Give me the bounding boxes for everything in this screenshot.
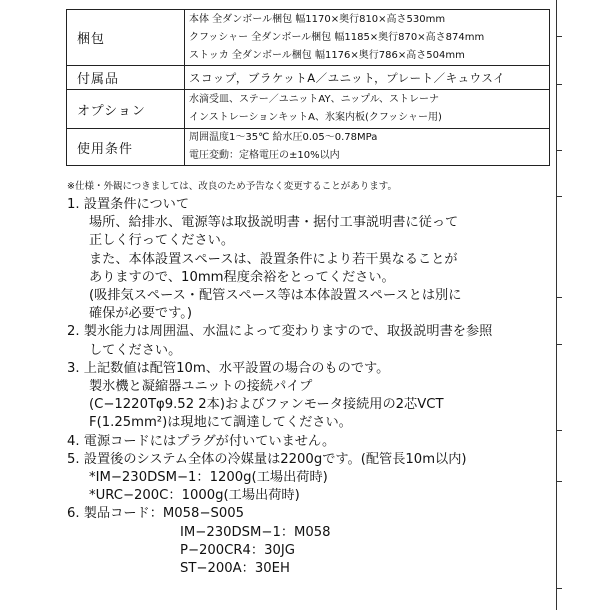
options-row	[67, 90, 550, 129]
edge-tick	[556, 430, 562, 431]
note-3-line: (C−1220Tφ9.52 2本)およびファンモータ接続用の2芯VCT	[89, 397, 444, 413]
note-1-line: また、本体設置スペースは、設置条件により若干異なることが	[89, 251, 458, 267]
packing-row	[67, 10, 550, 66]
conditions-row	[67, 129, 550, 166]
note-3-line: 製氷機と凝縮器ユニットの接続パイプ	[89, 379, 313, 395]
note-5-line: *IM−230DSM−1：1200g(工場出荷時)	[89, 470, 328, 486]
conditions-label: 使用条件	[67, 129, 185, 166]
options-label: オプション	[67, 90, 185, 129]
note-1-title: 1. 設置条件について	[67, 197, 190, 212]
packing-line: クフッシャー 全ダンボール梱包 幅1185×奥行870×高さ874mm	[189, 31, 485, 43]
note-2-line: してください。	[89, 342, 182, 358]
edge-tick	[556, 588, 562, 589]
note-2-title: 2. 製氷能力は周囲温、水温によって変わりますので、取扱説明書を参照	[67, 324, 493, 340]
edge-tick	[556, 481, 562, 482]
edge-tick	[556, 344, 562, 345]
edge-tick	[556, 150, 562, 151]
accessories-value: スコップ，ブラケットA／ユニット，プレート／キュウスイ	[185, 66, 550, 90]
note-3-line: F(1.25mm²)は現地にて調達してください。	[89, 415, 352, 431]
options-values	[185, 90, 550, 129]
conditions-line: 電圧変動：定格電圧の±10%以内	[189, 150, 340, 161]
edge-tick	[556, 84, 562, 85]
note-1-line: 場所、給排水、電源等は取扱説明書・据付工事説明書に従って	[89, 215, 459, 231]
note-1-line: (吸排気スペース・配管スペース等は本体設置スペースとは別に	[89, 288, 462, 304]
packing-line: ストッカ 全ダンボール梱包 幅1176×奥行786×高さ504mm	[189, 49, 465, 61]
note-4-title: 4. 電源コードにはプラグが付いていません。	[67, 433, 336, 449]
product-code-line: P−200CR4：30JG	[180, 542, 296, 558]
packing-label: 梱包	[67, 10, 185, 66]
product-code-line: IM−230DSM−1：M058	[180, 524, 331, 540]
options-line: インストレーションキットA、氷案内板(クフッシャー用)	[189, 112, 442, 123]
right-edge-line	[556, 0, 557, 610]
note-1-line: 確保が必要です。)	[89, 306, 192, 322]
options-line: 水滴受皿、ステー／ユニットAY、ニップル、ストレーナ	[189, 94, 439, 105]
packing-line: 本体 全ダンボール梱包 幅1170×奥行810×高さ530mm	[189, 13, 446, 25]
product-code-line: ST−200A：30EH	[180, 561, 290, 577]
note-1-line: 正しく行ってください。	[89, 233, 235, 249]
conditions-values	[185, 129, 550, 166]
note-5-line: *URC−200C：1000g(工場出荷時)	[89, 488, 300, 504]
accessories-row	[67, 66, 550, 90]
edge-tick	[556, 36, 562, 37]
packing-values	[185, 10, 550, 66]
note-6-title: 6. 製品コード：M058−S005	[67, 506, 245, 522]
spec-table	[66, 9, 550, 166]
edge-tick	[556, 196, 562, 197]
notes-list	[67, 196, 557, 578]
edge-tick	[556, 297, 562, 298]
conditions-line: 周囲温度1～35℃ 給水圧0.05～0.78MPa	[189, 132, 378, 143]
accessories-label: 付属品	[67, 66, 185, 90]
note-1-line: ありますので、10mm程度余裕をとってください。	[89, 269, 395, 285]
note-5-title: 5. 設置後のシステム全体の冷媒量は2200gです。(配管長10m以内)	[67, 451, 467, 467]
footnote: ※仕様・外観につきましては、改良のため予告なく変更することがあります。	[67, 181, 398, 192]
note-3-title: 3. 上記数値は配管10m、水平設置の場合のものです。	[67, 360, 390, 376]
